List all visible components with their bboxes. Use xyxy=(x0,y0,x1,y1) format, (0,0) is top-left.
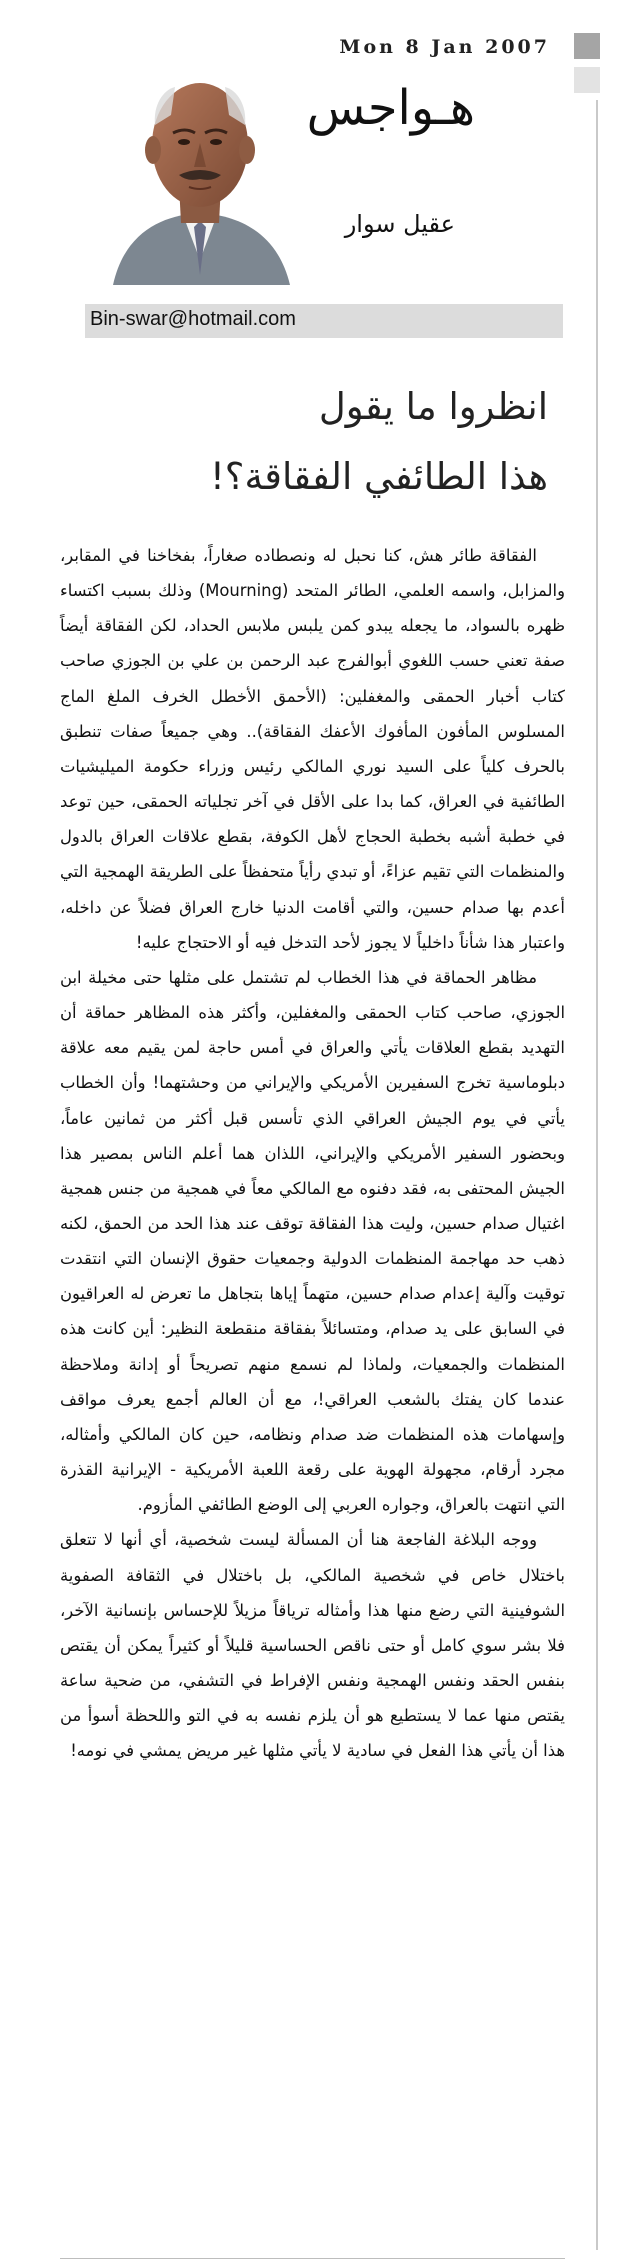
bottom-rule xyxy=(60,2258,565,2259)
article-body xyxy=(60,538,565,1768)
paragraph: الفقاقة طائر هش، كنا نحبل له ونصطاده صغاراً، بفخاخنا في المقابر، والمزابل، واسمه العلمي، الطائر المتحد (Mourning) وذلك بسبب اكتساء ظهره بالسواد، ما يجعله يبدو كمن يلبس ملابس الحداد، لكن الفقاقة أيضاً صفة تعني حسب اللغوي أبوالفرج عبد الرحمن بن علي بن الجوزي صاحب كتاب أخبار الحمقى والمغفلين: (الأحمق الأخطل الخرف الملغ الماج المسلوس المأفون المأفوك الأعفك الفقاقة).. وهي جميعاً صفات تنطبق بالحرف كلياً على السيد نوري المالكي رئيس وزراء حكومة الميليشيات الطائفية في العراق، كما بدا على الأقل في آخر تجلياته الحمقى، حين توعد في خطبة أشبه بخطبة الحجاج لأهل الكوفة، بقطع علاقات العراق بالدول والمنظمات التي تقيم عزاءً، أو تبدي رأياً متحفظاً على الطريقة الهمجية التي أعدم بها صدام حسين، والتي أقامت الدنيا خارج العراق فضلاً عن داخله، واعتبار هذا شأناً داخلياً لا يجوز لأحد التدخل فيه أو الاحتجاج عليه! xyxy=(60,546,565,952)
paragraph: ووجه البلاغة الفاجعة هنا أن المسألة ليست شخصية، أي أنها لا تتعلق باختلال خاص في شخصية المالكي، بل باختلال في الثقافة الصفوية الشوفينية التي رضع منها هذا وأمثاله ترياقاً مزيلاً للإحساس بإنسانية الآخر، فلا بشر سوي كامل أو حتى ناقص الحساسية قليلاً أو كثيراً يمكن أن يقتص بنفس الحقد ونفس الهمجية ونفس الإفراط في التشفي، من ضحية ساعة يقتص منها عما لا يستطيع هو أن يلزم نفسه به في التو واللحظة أسوأ من هذا أن يأتي هذا الفعل في سادية لا يأتي مثلها غير مريض يمشي في نومه! xyxy=(60,1530,565,1761)
issue-date: Mon 8 Jan 2007 xyxy=(339,36,550,58)
column-title: هـواجس xyxy=(306,80,475,136)
corner-square-dark xyxy=(574,33,600,59)
article-headline xyxy=(100,372,548,512)
vertical-rule xyxy=(596,100,598,2250)
paragraph: مظاهر الحماقة في هذا الخطاب لم تشتمل على مثلها حتى مخيلة ابن الجوزي، صاحب كتاب الحمقى والمغفلين، وأكثر هذه المظاهر حماقة أن التهديد بقطع العلاقات يأتي والعراق في أمس حاجة لمن يقيم معه علاقة دبلوماسية تخرج السفيرين الأمريكي والإيراني من وحشتهما! وأن الخطاب يأتي في يوم الجيش العراقي الذي تأسس قبل أكثر من ثمانين عاماً، وبحضور السفير الأمريكي والإيراني، اللذان هما أعلم الناس بمصير هذا الجيش المحتفى به، فقد دفنوه مع المالكي معاً في همجية من جنس همجية اغتيال صدام حسين، وليت هذا الفقاقة توقف عند هذا الحد من الحمق، لكنه ذهب حد مهاجمة المنظمات الدولية وجمعيات حقوق الإنسان التي انتقدت توقيت وآلية إعدام صدام حسين، متهماً إياها بتجاهل ما تعرض له العراقيون في السابق على يد صدام، ومتسائلاً بفقاقة منقطعة النظير: أين كانت هذه المنظمات والجمعيات، ولماذا لم نسمع منهم تصريحاً أو إدانة وملاحظة عندما كان يفتك بالشعب العراقي!، مع أن العالم أجمع يعرف مواقف وإسهامات هذه المنظمات ضد صدام ونظامه، حين كان المالكي وأمثاله، مجرد أرقام، مجهولة الهوية على رقعة اللعبة الأمريكية - الإيرانية القذرة التي انتهت بالعراق، وجواره العربي إلى الوضع الطائفي المأزوم. xyxy=(60,967,565,1515)
author-name: عقيل سوار xyxy=(344,210,455,238)
author-portrait xyxy=(95,45,305,285)
corner-square-light xyxy=(574,67,600,93)
author-email: Bin-swar@hotmail.com xyxy=(90,308,296,330)
headline-line-2: هذا الطائفي الفقاقة؟! xyxy=(209,455,548,498)
headline-line-1: انظروا ما يقول xyxy=(318,385,548,428)
